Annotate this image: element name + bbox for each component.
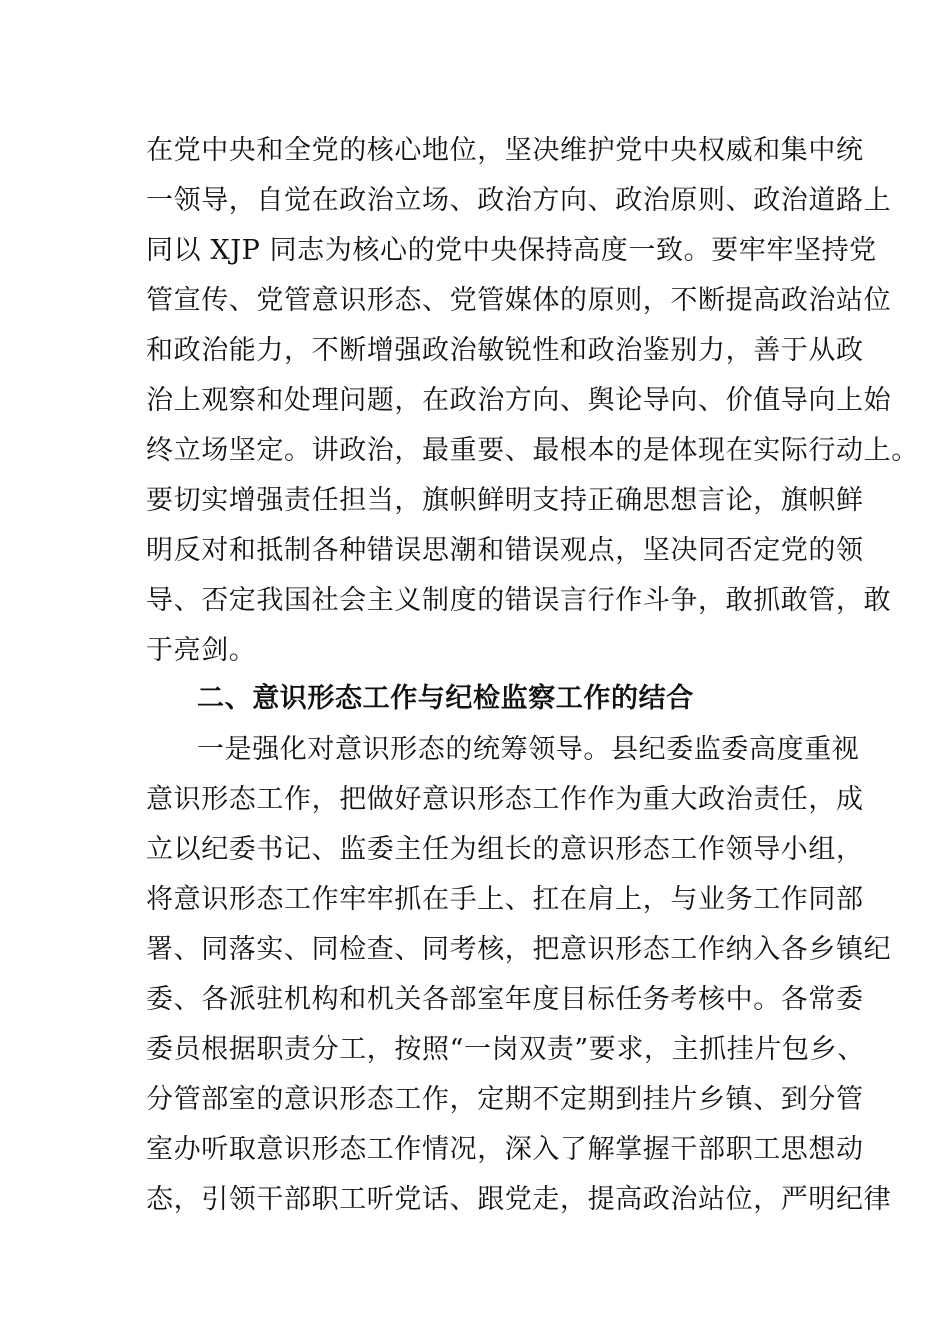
paragraph-line: 署、同落实、同检查、同考核，把意识形态工作纳入各乡镇纪 (146, 934, 892, 965)
paragraph-line: 委、各派驻机构和机关各部室年度目标任务考核中。各常委 (146, 984, 864, 1015)
paragraph-line: 将意识形态工作牢牢抓在手上、扛在肩上，与业务工作同部 (146, 884, 864, 915)
paragraph-line: 于亮剑。 (146, 635, 257, 666)
paragraph-line: 态，引领干部职工听党话、跟党走，提高政治站位，严明纪律 (146, 1184, 892, 1215)
paragraph-line: 终立场坚定。讲政治，最重要、最根本的是体现在实际行动上。 (146, 435, 919, 466)
paragraph-line: 立以纪委书记、监委主任为组长的意识形态工作领导小组， (146, 834, 864, 865)
paragraph-line: 在党中央和全党的核心地位，坚决维护党中央权威和集中统 (146, 135, 864, 166)
paragraph-line: 意识形态工作，把做好意识形态工作作为重大政治责任，成 (146, 784, 864, 815)
paragraph-line: 和政治能力，不断增强政治敏锐性和政治鉴别力，善于从政 (146, 335, 864, 366)
paragraph-line: 要切实增强责任担当，旗帜鲜明支持正确思想言论，旗帜鲜 (146, 485, 864, 516)
paragraph-line: 一领导，自觉在政治立场、政治方向、政治原则、政治道路上 (146, 185, 892, 216)
paragraph-line: 一是强化对意识形态的统筹领导。县纪委监委高度重视 (197, 734, 860, 765)
paragraph-line: 管宣传、党管意识形态、党管媒体的原则，不断提高政治站位 (146, 285, 892, 316)
paragraph-line: 治上观察和处理问题，在政治方向、舆论导向、价值导向上始 (146, 385, 892, 416)
section-heading: 二、意识形态工作与纪检监察工作的结合 (197, 683, 694, 714)
paragraph-line: 分管部室的意识形态工作，定期不定期到挂片乡镇、到分管 (146, 1084, 864, 1115)
paragraph-line: 导、否定我国社会主义制度的错误言行作斗争，敢抓敢管，敢 (146, 585, 892, 616)
paragraph-line: 同以 XJP 同志为核心的党中央保持高度一致。要牢牢坚持党 (146, 235, 877, 266)
paragraph-line: 明反对和抵制各种错误思潮和错误观点，坚决同否定党的领 (146, 535, 864, 566)
paragraph-line: 室办听取意识形态工作情况，深入了解掌握干部职工思想动 (146, 1134, 864, 1165)
paragraph-line: 委员根据职责分工，按照“一岗双责”要求，主抓挂片包乡、 (146, 1034, 865, 1065)
